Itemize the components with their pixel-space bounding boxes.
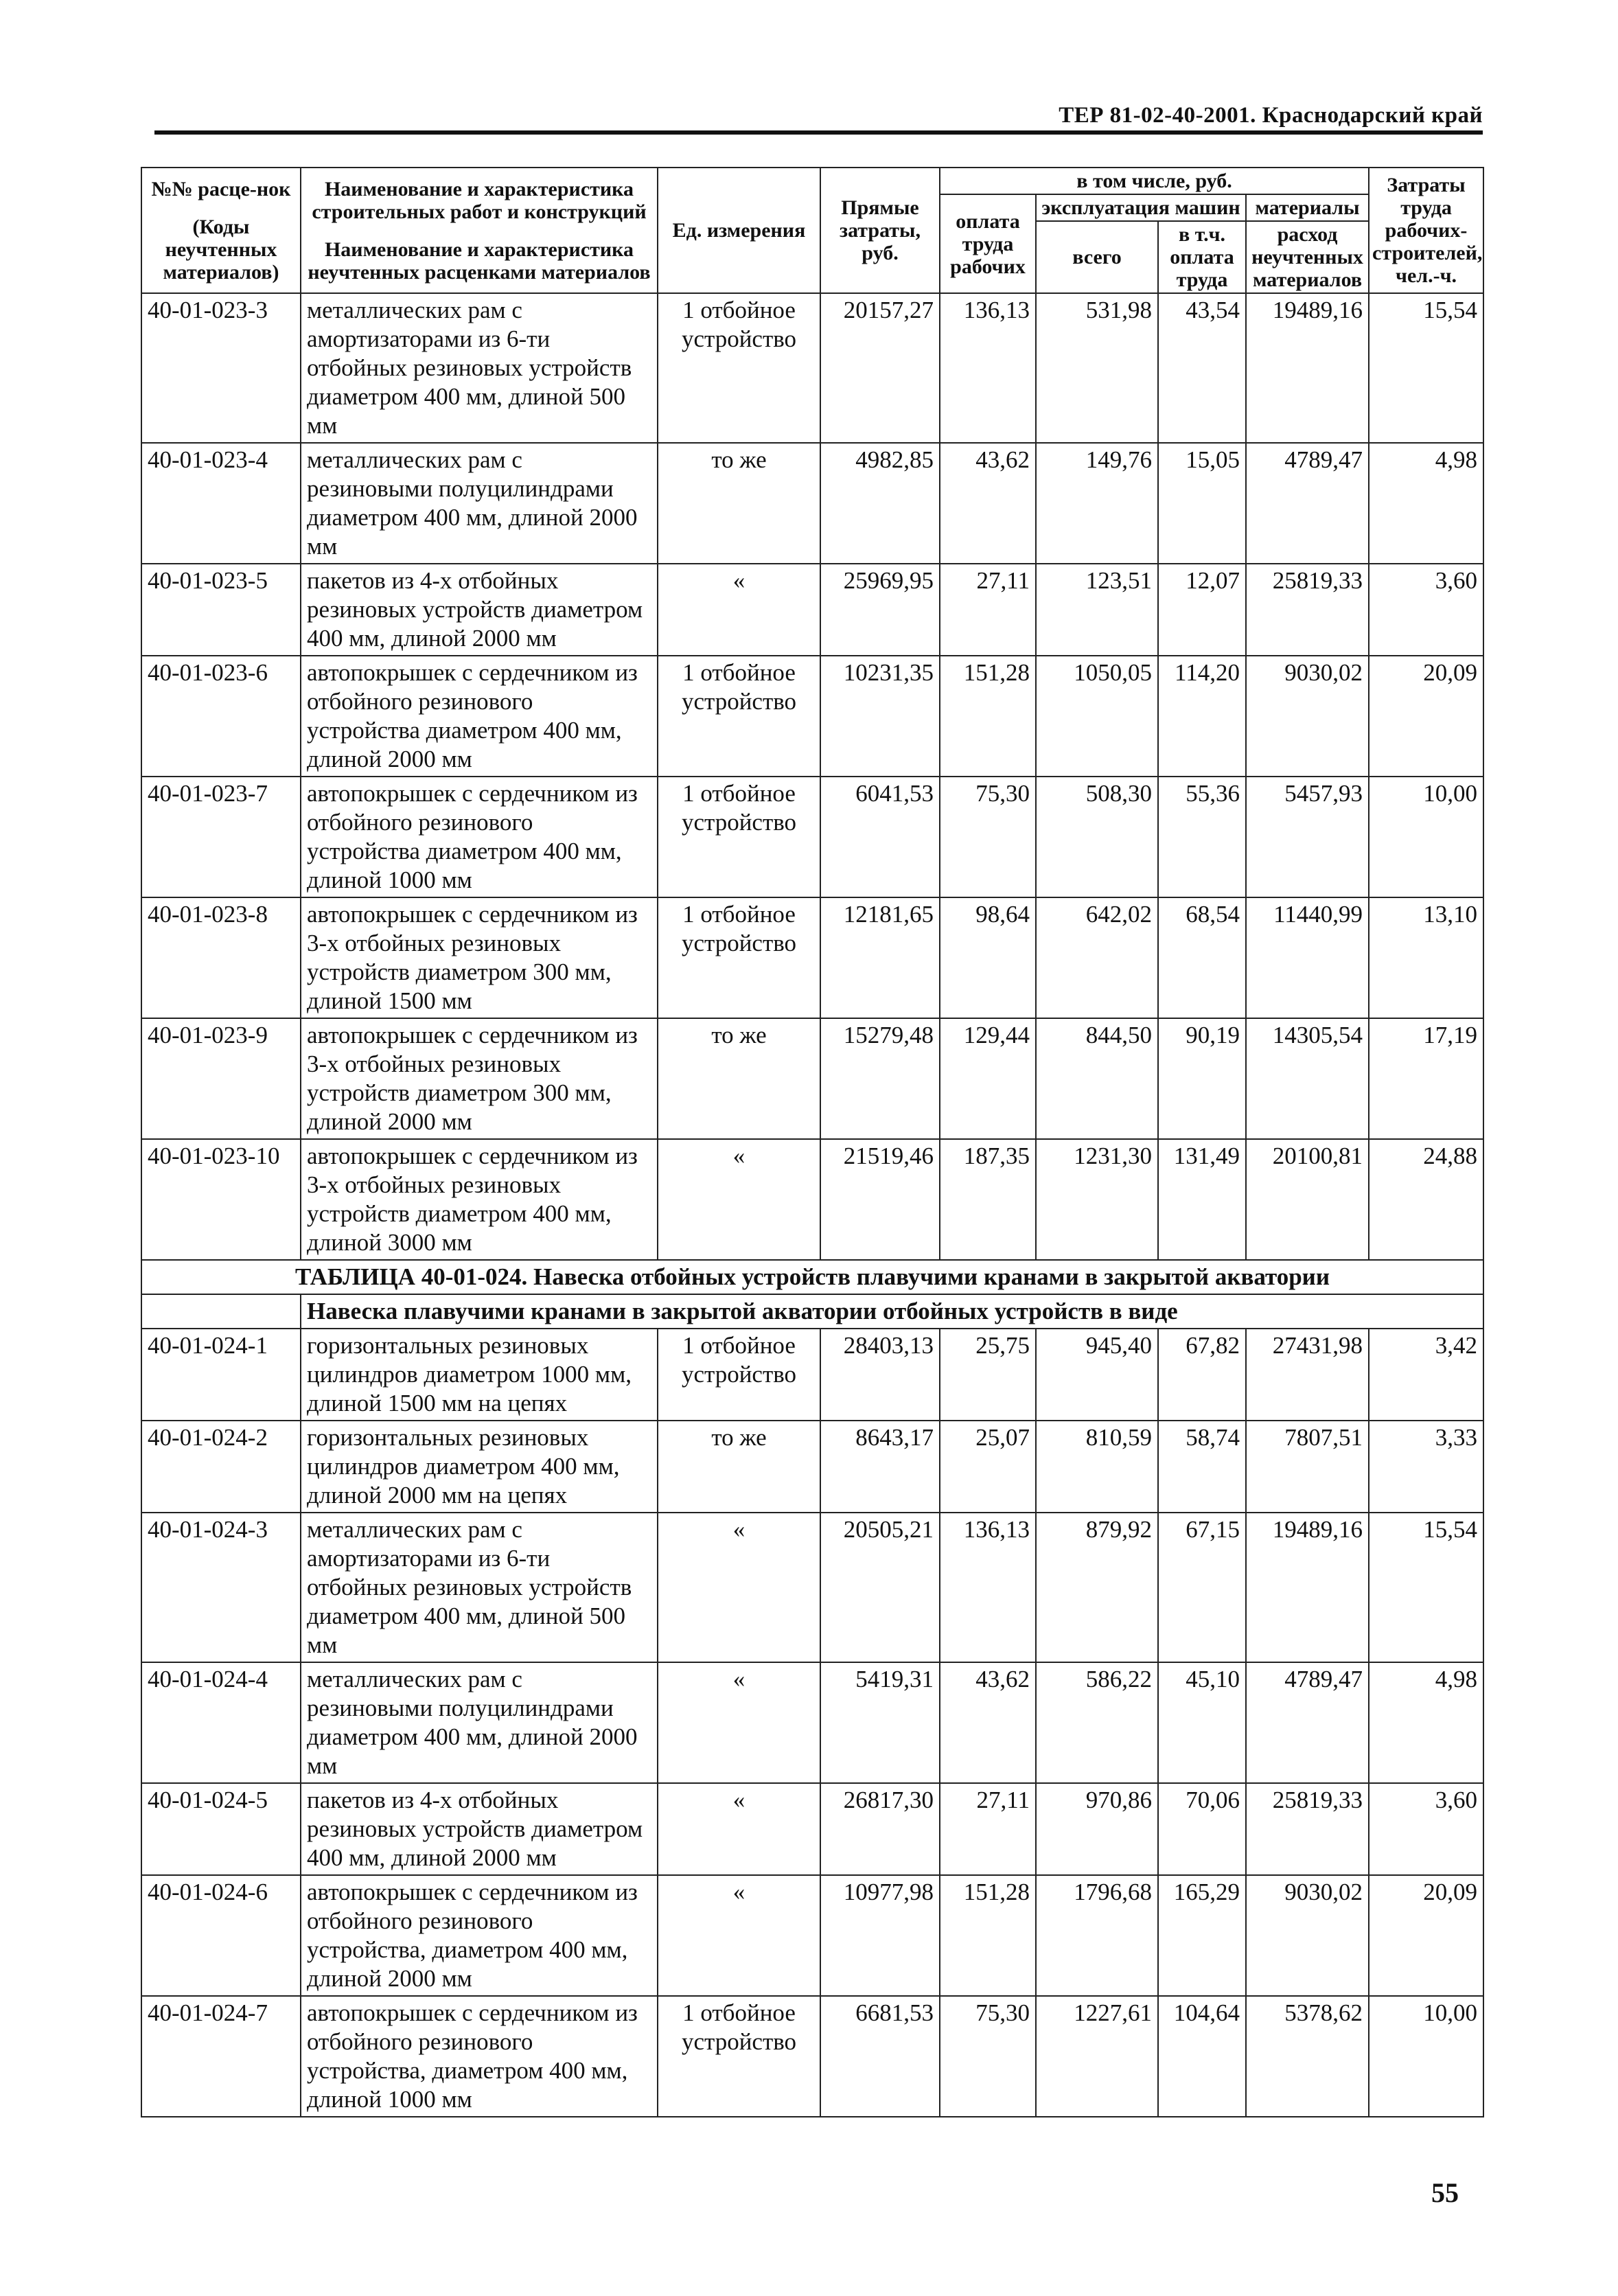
page-number: 55	[1431, 2177, 1459, 2208]
col-pay-header: оплата труда рабочих	[940, 194, 1036, 293]
table-row	[141, 1421, 1483, 1513]
work-name-cell: автопокрышек с сердечником из отбойного резинового устройства диаметром 400 мм, длиной 1000 мм	[301, 777, 658, 897]
unit-of-measure-cell: 1 отбойное устройство	[658, 656, 820, 777]
labor-pay-cell: 136,13	[940, 293, 1036, 443]
materials-cost-cell: 9030,02	[1246, 656, 1369, 777]
rate-code-cell: 40-01-023-8	[141, 897, 301, 1018]
rate-code-cell: 40-01-024-2	[141, 1421, 301, 1513]
labor-hours-cell: 3,60	[1369, 1783, 1483, 1875]
labor-hours-cell: 20,09	[1369, 656, 1483, 777]
rate-code-cell: 40-01-024-6	[141, 1875, 301, 1996]
unit-of-measure-cell: 1 отбойное устройство	[658, 293, 820, 443]
rate-code-cell: 40-01-023-9	[141, 1018, 301, 1139]
table-row	[141, 564, 1483, 656]
rate-code-cell: 40-01-023-5	[141, 564, 301, 656]
direct-cost-cell: 8643,17	[820, 1421, 940, 1513]
work-name-cell: горизонтальных резиновых цилиндров диаметром 400 мм, длиной 2000 мм на цепях	[301, 1421, 658, 1513]
labor-hours-cell: 15,54	[1369, 1513, 1483, 1662]
machines-total-cell: 149,76	[1036, 443, 1158, 564]
unit-of-measure-cell: то же	[658, 1018, 820, 1139]
materials-cost-cell: 25819,33	[1246, 564, 1369, 656]
subtitle-blank	[141, 1294, 301, 1329]
rate-code-cell: 40-01-024-5	[141, 1783, 301, 1875]
unit-of-measure-cell: 1 отбойное устройство	[658, 1996, 820, 2117]
table-row	[141, 443, 1483, 564]
direct-cost-cell: 25969,95	[820, 564, 940, 656]
table-header	[141, 168, 1483, 293]
labor-pay-cell: 187,35	[940, 1139, 1036, 1260]
labor-hours-cell: 10,00	[1369, 1996, 1483, 2117]
materials-cost-cell: 27431,98	[1246, 1329, 1369, 1421]
materials-cost-cell: 19489,16	[1246, 1513, 1369, 1662]
unit-of-measure-cell: «	[658, 1662, 820, 1783]
materials-cost-cell: 9030,02	[1246, 1875, 1369, 1996]
work-name-cell: металлических рам с амортизаторами из 6-ти отбойных резиновых устройств диаметром 400 мм, длиной 500 мм	[301, 1513, 658, 1662]
table-row	[141, 1783, 1483, 1875]
machines-labor-pay-cell: 70,06	[1158, 1783, 1246, 1875]
unit-of-measure-cell: «	[658, 1783, 820, 1875]
direct-cost-cell: 20157,27	[820, 293, 940, 443]
rate-code-cell: 40-01-024-7	[141, 1996, 301, 2117]
table-row	[141, 1018, 1483, 1139]
materials-cost-cell: 5378,62	[1246, 1996, 1369, 2117]
col-mach-pay-header: в т.ч. оплата труда	[1158, 221, 1246, 293]
direct-cost-cell: 21519,46	[820, 1139, 940, 1260]
unit-of-measure-cell: «	[658, 1139, 820, 1260]
machines-labor-pay-cell: 131,49	[1158, 1139, 1246, 1260]
labor-hours-cell: 17,19	[1369, 1018, 1483, 1139]
machines-labor-pay-cell: 90,19	[1158, 1018, 1246, 1139]
rate-code-cell: 40-01-023-3	[141, 293, 301, 443]
materials-cost-cell: 20100,81	[1246, 1139, 1369, 1260]
table-row	[141, 1329, 1483, 1421]
labor-pay-cell: 25,75	[940, 1329, 1036, 1421]
direct-cost-cell: 15279,48	[820, 1018, 940, 1139]
machines-total-cell: 945,40	[1036, 1329, 1158, 1421]
page-header	[154, 103, 1483, 135]
labor-pay-cell: 25,07	[940, 1421, 1036, 1513]
labor-pay-cell: 27,11	[940, 1783, 1036, 1875]
labor-pay-cell: 75,30	[940, 777, 1036, 897]
machines-labor-pay-cell: 68,54	[1158, 897, 1246, 1018]
document-title: ТЕР 81-02-40-2001. Краснодарский край	[1059, 103, 1483, 128]
labor-pay-cell: 151,28	[940, 1875, 1036, 1996]
direct-cost-cell: 4982,85	[820, 443, 940, 564]
machines-total-cell: 1227,61	[1036, 1996, 1158, 2117]
col-direct-header: Прямые затраты, руб.	[820, 168, 940, 293]
machines-labor-pay-cell: 55,36	[1158, 777, 1246, 897]
table-body-023	[141, 293, 1483, 1260]
labor-pay-cell: 151,28	[940, 656, 1036, 777]
work-name-cell: металлических рам с резиновыми полуцилиндрами диаметром 400 мм, длиной 2000 мм	[301, 1662, 658, 1783]
materials-cost-cell: 19489,16	[1246, 293, 1369, 443]
direct-cost-cell: 6041,53	[820, 777, 940, 897]
labor-hours-cell: 10,00	[1369, 777, 1483, 897]
col-incl-header: в том числе, руб.	[940, 168, 1369, 194]
section-subtitle-row	[141, 1294, 1483, 1329]
machines-total-cell: 508,30	[1036, 777, 1158, 897]
machines-total-cell: 970,86	[1036, 1783, 1158, 1875]
rate-code-cell: 40-01-024-3	[141, 1513, 301, 1662]
direct-cost-cell: 6681,53	[820, 1996, 940, 2117]
rate-code-cell: 40-01-023-6	[141, 656, 301, 777]
materials-cost-cell: 25819,33	[1246, 1783, 1369, 1875]
labor-pay-cell: 43,62	[940, 443, 1036, 564]
direct-cost-cell: 5419,31	[820, 1662, 940, 1783]
work-name-cell: автопокрышек с сердечником из 3-х отбойных резиновых устройств диаметром 300 мм, длиной 1500 мм	[301, 897, 658, 1018]
table-row	[141, 1139, 1483, 1260]
rate-code-cell: 40-01-023-4	[141, 443, 301, 564]
machines-total-cell: 844,50	[1036, 1018, 1158, 1139]
labor-hours-cell: 15,54	[1369, 293, 1483, 443]
machines-total-cell: 1050,05	[1036, 656, 1158, 777]
section-title: ТАБЛИЦА 40-01-024. Навеска отбойных устройств плавучими кранами в закрытой акватории	[141, 1260, 1483, 1294]
unit-of-measure-cell: 1 отбойное устройство	[658, 897, 820, 1018]
labor-hours-cell: 3,42	[1369, 1329, 1483, 1421]
materials-cost-cell: 4789,47	[1246, 443, 1369, 564]
rate-code-cell: 40-01-024-1	[141, 1329, 301, 1421]
unit-of-measure-cell: то же	[658, 1421, 820, 1513]
unit-of-measure-cell: «	[658, 1875, 820, 1996]
machines-total-cell: 879,92	[1036, 1513, 1158, 1662]
labor-hours-cell: 20,09	[1369, 1875, 1483, 1996]
direct-cost-cell: 10977,98	[820, 1875, 940, 1996]
machines-total-cell: 586,22	[1036, 1662, 1158, 1783]
col-machines-header: эксплуатация машин	[1036, 194, 1246, 221]
table-body-024	[141, 1329, 1483, 2117]
machines-labor-pay-cell: 165,29	[1158, 1875, 1246, 1996]
table-row	[141, 1513, 1483, 1662]
labor-hours-cell: 3,60	[1369, 564, 1483, 656]
col-labor-header: Затраты труда рабочих-строителей, чел.-ч.	[1369, 168, 1483, 293]
table-row	[141, 1662, 1483, 1783]
machines-total-cell: 810,59	[1036, 1421, 1158, 1513]
unit-of-measure-cell: 1 отбойное устройство	[658, 1329, 820, 1421]
work-name-cell: автопокрышек с сердечником из 3-х отбойных резиновых устройств диаметром 300 мм, длиной 2000 мм	[301, 1018, 658, 1139]
machines-labor-pay-cell: 114,20	[1158, 656, 1246, 777]
labor-hours-cell: 4,98	[1369, 443, 1483, 564]
rate-code-cell: 40-01-023-10	[141, 1139, 301, 1260]
direct-cost-cell: 12181,65	[820, 897, 940, 1018]
labor-hours-cell: 13,10	[1369, 897, 1483, 1018]
table-row	[141, 1875, 1483, 1996]
section-subtitle: Навеска плавучими кранами в закрытой акватории отбойных устройств в виде	[301, 1294, 1483, 1329]
machines-total-cell: 642,02	[1036, 897, 1158, 1018]
rates-table	[141, 167, 1484, 2117]
labor-pay-cell: 75,30	[940, 1996, 1036, 2117]
table-row	[141, 656, 1483, 777]
work-name-cell: автопокрышек с сердечником из 3-х отбойных резиновых устройств диаметром 400 мм, длиной 3000 мм	[301, 1139, 658, 1260]
machines-total-cell: 123,51	[1036, 564, 1158, 656]
machines-labor-pay-cell: 15,05	[1158, 443, 1246, 564]
materials-cost-cell: 14305,54	[1246, 1018, 1369, 1139]
labor-hours-cell: 24,88	[1369, 1139, 1483, 1260]
rate-code-cell: 40-01-023-7	[141, 777, 301, 897]
materials-cost-cell: 11440,99	[1246, 897, 1369, 1018]
machines-labor-pay-cell: 104,64	[1158, 1996, 1246, 2117]
col-mat-sub-header: расход неучтенных материалов	[1246, 221, 1369, 293]
labor-hours-cell: 4,98	[1369, 1662, 1483, 1783]
direct-cost-cell: 20505,21	[820, 1513, 940, 1662]
materials-cost-cell: 5457,93	[1246, 777, 1369, 897]
table-row	[141, 1996, 1483, 2117]
machines-labor-pay-cell: 58,74	[1158, 1421, 1246, 1513]
labor-pay-cell: 27,11	[940, 564, 1036, 656]
direct-cost-cell: 28403,13	[820, 1329, 940, 1421]
work-name-cell: автопокрышек с сердечником из отбойного резинового устройства, диаметром 400 мм, длиной 2000 мм	[301, 1875, 658, 1996]
rate-code-cell: 40-01-024-4	[141, 1662, 301, 1783]
col-mach-total-header: всего	[1036, 221, 1158, 293]
machines-labor-pay-cell: 67,15	[1158, 1513, 1246, 1662]
work-name-cell: металлических рам с резиновыми полуцилиндрами диаметром 400 мм, длиной 2000 мм	[301, 443, 658, 564]
work-name-cell: пакетов из 4-х отбойных резиновых устройств диаметром 400 мм, длиной 2000 мм	[301, 1783, 658, 1875]
section-title-row	[141, 1260, 1483, 1294]
labor-pay-cell: 129,44	[940, 1018, 1036, 1139]
col-materials-header: материалы	[1246, 194, 1369, 221]
direct-cost-cell: 10231,35	[820, 656, 940, 777]
machines-total-cell: 531,98	[1036, 293, 1158, 443]
labor-pay-cell: 43,62	[940, 1662, 1036, 1783]
col-unit-header: Ед. измерения	[658, 168, 820, 293]
machines-labor-pay-cell: 43,54	[1158, 293, 1246, 443]
work-name-cell: горизонтальных резиновых цилиндров диаметром 1000 мм, длиной 1500 мм на цепях	[301, 1329, 658, 1421]
machines-labor-pay-cell: 45,10	[1158, 1662, 1246, 1783]
machines-total-cell: 1796,68	[1036, 1875, 1158, 1996]
unit-of-measure-cell: 1 отбойное устройство	[658, 777, 820, 897]
work-name-cell: металлических рам с амортизаторами из 6-ти отбойных резиновых устройств диаметром 400 мм, длиной 500 мм	[301, 293, 658, 443]
labor-hours-cell: 3,33	[1369, 1421, 1483, 1513]
table-row	[141, 897, 1483, 1018]
unit-of-measure-cell: «	[658, 1513, 820, 1662]
work-name-cell: пакетов из 4-х отбойных резиновых устройств диаметром 400 мм, длиной 2000 мм	[301, 564, 658, 656]
work-name-cell: автопокрышек с сердечником из отбойного резинового устройства, диаметром 400 мм, длиной 1000 мм	[301, 1996, 658, 2117]
machines-total-cell: 1231,30	[1036, 1139, 1158, 1260]
col-code-header: №№ расце-нок (Коды неучтенных материалов)	[141, 168, 301, 293]
table-row	[141, 293, 1483, 443]
col-name-header: Наименование и характеристика строительных работ и конструкций Наименование и характеристика неучтенных расценками материалов	[301, 168, 658, 293]
labor-pay-cell: 136,13	[940, 1513, 1036, 1662]
machines-labor-pay-cell: 67,82	[1158, 1329, 1246, 1421]
materials-cost-cell: 7807,51	[1246, 1421, 1369, 1513]
table-section-024	[141, 1260, 1483, 1329]
labor-pay-cell: 98,64	[940, 897, 1036, 1018]
table-row	[141, 777, 1483, 897]
unit-of-measure-cell: то же	[658, 443, 820, 564]
work-name-cell: автопокрышек с сердечником из отбойного резинового устройства диаметром 400 мм, длиной 2000 мм	[301, 656, 658, 777]
machines-labor-pay-cell: 12,07	[1158, 564, 1246, 656]
materials-cost-cell: 4789,47	[1246, 1662, 1369, 1783]
unit-of-measure-cell: «	[658, 564, 820, 656]
direct-cost-cell: 26817,30	[820, 1783, 940, 1875]
